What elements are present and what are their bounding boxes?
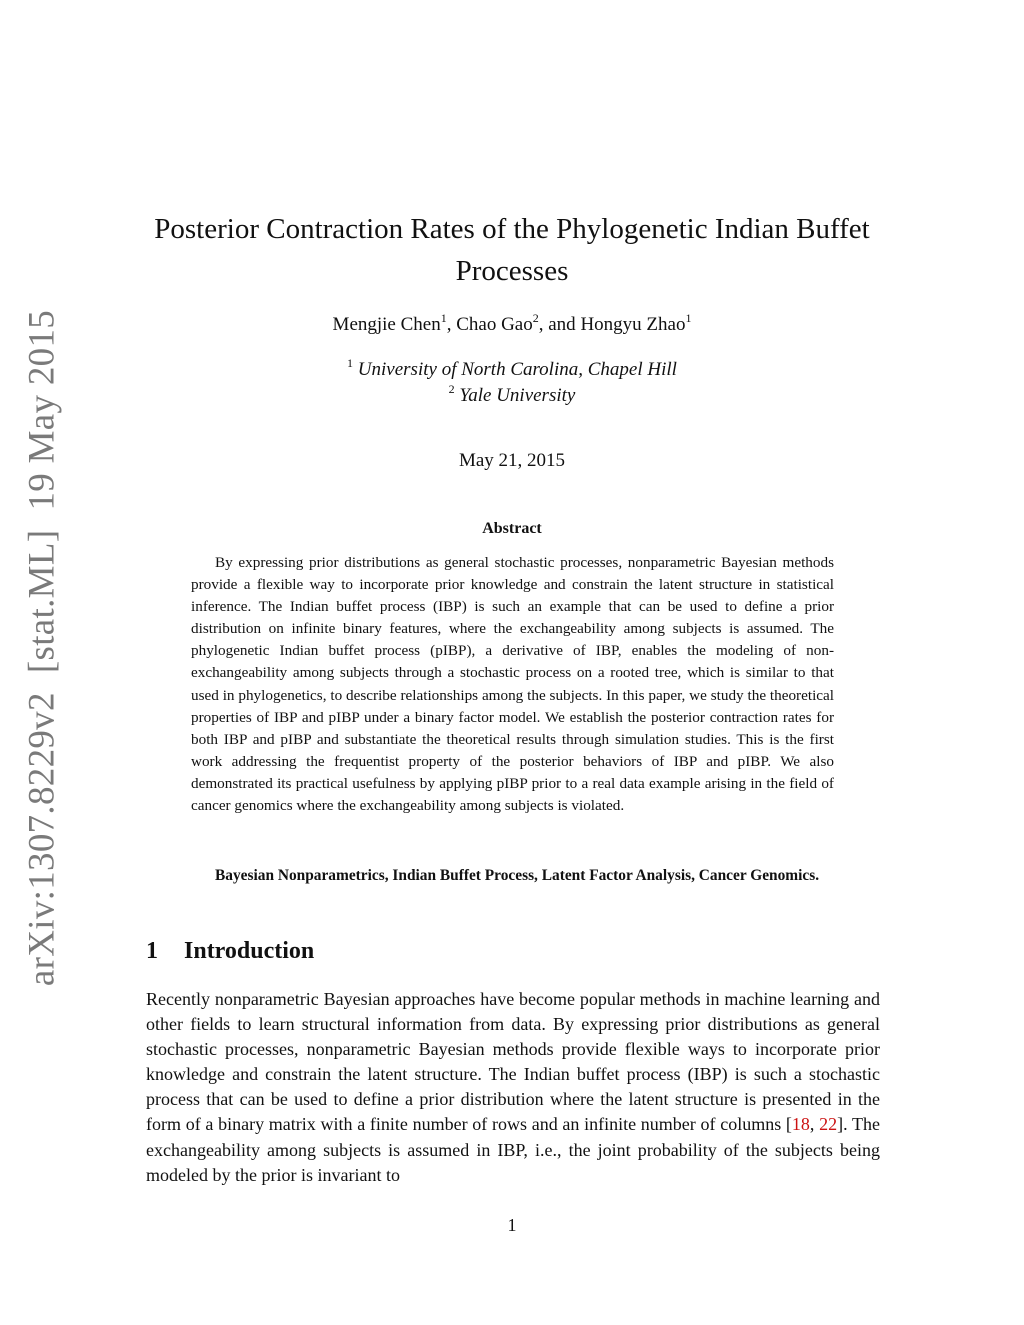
abstract-heading: Abstract (482, 520, 542, 537)
section-heading (146, 938, 314, 965)
affiliation-name: University of North Carolina, Chapel Hill (357, 359, 677, 380)
paragraph-text: ]. The exchangeability among subjects is assumed in IBP, i.e., the joint probability of the subjects being modeled by the prior is invariant to (146, 1114, 881, 1185)
page-number: 1 (507, 1215, 517, 1235)
author-separator: , (446, 314, 457, 335)
author-affiliation-marker: 2 (532, 311, 539, 325)
affiliation (140, 382, 884, 407)
citation-link[interactable]: 18 (791, 1114, 810, 1135)
paper-title: Posterior Contraction Rates of the Phylogenetic Indian Buffet Processes (154, 213, 870, 287)
citation-link[interactable]: 22 (819, 1114, 838, 1135)
affiliation-number: 2 (448, 382, 455, 396)
affiliation-name: Yale University (459, 385, 576, 406)
citation-separator: , (809, 1114, 820, 1135)
author-list (140, 311, 884, 336)
author-name: Mengjie Chen (332, 314, 441, 335)
section-title: Introduction (184, 938, 315, 964)
author-name: Chao Gao (456, 314, 533, 335)
paragraph-text: Recently nonparametric Bayesian approaches have become popular methods in machine learning and other fields to learn structural information from data. By expressing prior distributions as general stochastic processes, nonparametric Bayesian methods provide flexible ways to incorporate prior knowledge and constrain the latent structure. The Indian buffet process (IBP) is such a stochastic process that can be used to define a prior distribution where the latent structure is presented in the form of a binary matrix with a finite number of rows and an infinite number of columns [ (146, 989, 880, 1135)
author-name: Hongyu Zhao (580, 314, 686, 335)
author-separator: , and (538, 314, 581, 335)
section-number: 1 (146, 938, 158, 964)
affiliation (140, 356, 884, 381)
arxiv-identifier: arXiv:1307.8229v2 [stat.ML] 19 May 2015 (21, 309, 63, 987)
abstract-text: By expressing prior distributions as general stochastic processes, nonparametric Bayesian methods provide a flexible way to incorporate prior knowledge and constrain the latent structure in statistical inference. The Indian buffet process (IBP) is such an example that can be used to define a prior distribution on infinite binary features, where the exchangeability among subjects is assumed. The phylogenetic Indian buffet process (pIBP), a derivative of IBP, enables the modeling of non-exchangeability among subjects through a stochastic process on a rooted tree, which is similar to that used in phylogenetics, to describe relationships among the subjects. In this paper, we study the theoretical properties of IBP and pIBP under a binary factor model. We establish the posterior contraction rates for both IBP and pIBP and substantiate the theoretical results through simulation studies. This is the first work addressing the frequentist property of the posterior behaviors of IBP and pIBP. We also demonstrated its practical usefulness by applying pIBP prior to a real data example arising in the field of cancer genomics where the exchangeability among subjects is violated. (191, 554, 834, 815)
author-affiliation-marker: 1 (685, 311, 692, 325)
introduction-paragraph (146, 987, 880, 1188)
keywords: Bayesian Nonparametrics, Indian Buffet Process, Latent Factor Analysis, Cancer Genomics. (215, 867, 820, 884)
affiliation-number: 1 (347, 356, 354, 370)
author-affiliation-marker: 1 (440, 311, 447, 325)
publication-date: May 21, 2015 (458, 450, 566, 471)
